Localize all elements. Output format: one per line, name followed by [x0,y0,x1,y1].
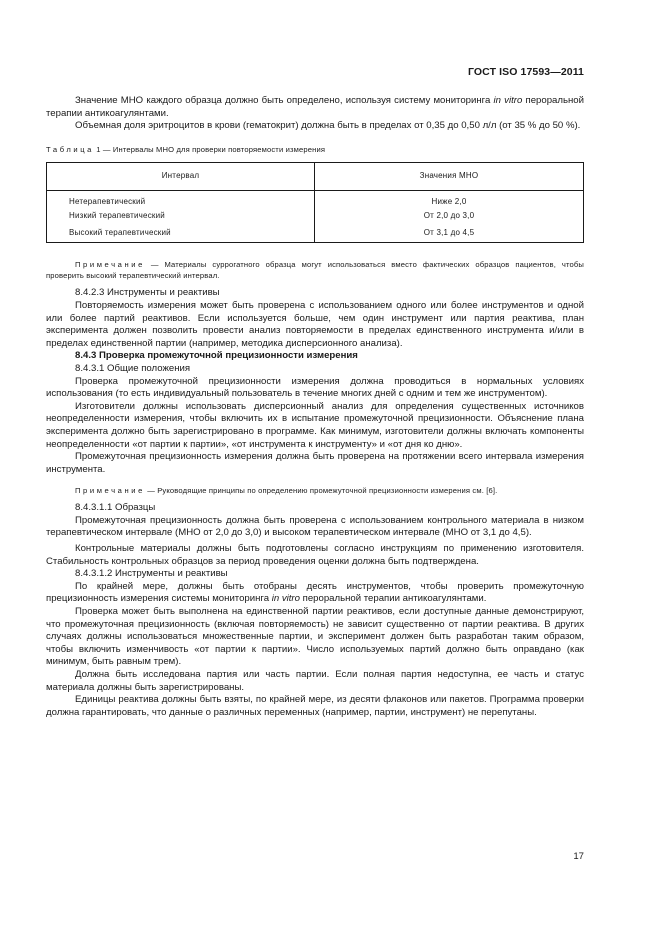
heading-8-4-3: 8.4.3 Проверка промежуточной прецизионности измерения [75,350,358,362]
page-number: 17 [573,851,584,862]
heading-8-4-3-1: 8.4.3.1 Общие положения [75,362,191,374]
note-guidance [46,485,584,496]
heading-8-4-2-3: 8.4.2.3 Инструменты и реактивы [75,287,220,299]
paragraph-repeatability-instruments: Повторяемость измерения может быть проверена с использованием одного или более инструментов и одной или более партий реактивов. Если используется больше, чем один инструмент или партия реактива, план эксперимента должен позволить провести анализ повторяемости в пределах единственного инструмента и/или в пределах единственной партии (например, методика дисперсионного анализа). [46,299,584,349]
note-prefix: Примечание [75,486,145,496]
caption-text: 1 — Интервалы МНО для проверки повторяемости измерения [93,144,326,154]
paragraph-intermediate-precision-conditions: Проверка промежуточной прецизионности измерения должна проводиться в нормальных условиях использования (то есть индивидуальный пользователь в течение многих дней с одним и тем же инструментом). [46,375,584,400]
table-row [47,224,584,243]
col-header-inr-values: Значения МНО [315,162,584,190]
note-prefix: Примечание [75,260,145,270]
standard-header: ГОСТ ISO 17593—2011 [467,66,584,78]
table-row [47,190,584,208]
heading-8-4-3-1-1: 8.4.3.1.1 Образцы [75,502,156,514]
inr-value-cell: От 2,0 до 3,0 [315,208,584,224]
note-text: — Руководящие принципы по определению промежуточной прецизионности измерения см. [6]. [144,486,498,496]
paragraph-inr-determination [46,95,584,120]
note-text: — Материалы суррогатного образца могут использоваться вместо фактических образцов пациентов, чтобы проверить высокий терапевтический интервал. [46,260,584,281]
paragraph-reagent-lots: Проверка может быть выполнена на единственной партии реактивов, если доступные данные демонстрируют, что промежуточная прецизионность (включая повторяемость) не зависит существенно от партии реактива. В других случаях должны использоваться множественные партии, и эксперимент должен быть разработан таким образом, чтобы включить изменчивость «от партии к партии». Число используемых партий должно быть оправдано (как минимум, быть равным трем). [46,606,584,668]
paragraph-lot-portion: Должна быть исследована партия или часть партии. Если полная партия недоступна, ее часть и статус материала должны быть зарегистрированы. [46,669,584,693]
paragraph-text: пероральной терапии антикоагулянтами. [299,593,487,605]
paragraph-variance-analysis: Изготовители должны использовать дисперсионный анализ для определения существенных источников неопределенности измерения, чтобы включить их в испытание промежуточной прецизионности. Объяснение плана эксперимента должно быть зарегистрировано в программе. Как минимум, изготовители должны включать компоненты неопределенности «от партии к партии», «от инструмента к инструменту» и «от дня ко дню». [46,400,584,450]
table-header-row [47,162,584,190]
heading-8-4-3-1-2: 8.4.3.1.2 Инструменты и реактивы [75,568,228,580]
paragraph-text: Значение МНО каждого образца должно быть определено, используя систему мониторинга [75,95,494,106]
paragraph-text: пероральной терапии антикоагулянтами. [46,95,584,119]
caption-prefix: Таблица [46,144,94,154]
paragraph-reagent-units: Единицы реактива должны быть взяты, по крайней мере, из десяти флаконов или пакетов. Программа проверки должна гарантировать, что данные о различных переменных (например, партии, инструмент) не перепутаны. [46,694,584,718]
italic-in-vitro: in vitro [271,593,300,605]
col-header-interval: Интервал [47,162,315,190]
paragraph-control-stability: Контрольные материалы должны быть подготовлены согласно инструкциям по применению изготовителя. Стабильность контрольных образцов за период проведения оценки должна быть подтверждена. [46,543,584,567]
paragraph-control-material: Промежуточная прецизионность должна быть проверена с использованием контрольного материала в низком терапевтическом интервале (МНО от 2,0 до 3,0) и высоком терапевтическом интервале (МНО от 3,1 до 4,5). [46,514,584,539]
paragraph-ten-instruments [46,581,584,606]
paragraph-hematocrit: Объемная доля эритроцитов в крови (гематокрит) должна быть в пределах от 0,35 до 0,50 л/л (от 35 % до 50 %). [75,120,581,132]
note-surrogate-samples [46,259,584,281]
paragraph-measuring-interval: Промежуточная прецизионность измерения должна быть проверена на протяжении всего интервала измерения инструмента. [46,451,584,475]
table-caption [46,144,584,155]
interval-cell: Высокий терапевтический [47,224,315,243]
table-row [47,208,584,224]
inr-value-cell: Ниже 2,0 [315,190,584,208]
inr-intervals-table [46,162,584,244]
interval-cell: Нетерапевтический [47,190,315,208]
interval-cell: Низкий терапевтический [47,208,315,224]
paragraph-text: По крайней мере, должны быть отобраны десять инструментов, чтобы проверить промежуточную прецизионность измерения системы мониторинга [46,580,584,605]
document-body [46,95,584,719]
italic-in-vitro: in vitro [493,95,523,106]
inr-value-cell: От 3,1 до 4,5 [315,224,584,243]
